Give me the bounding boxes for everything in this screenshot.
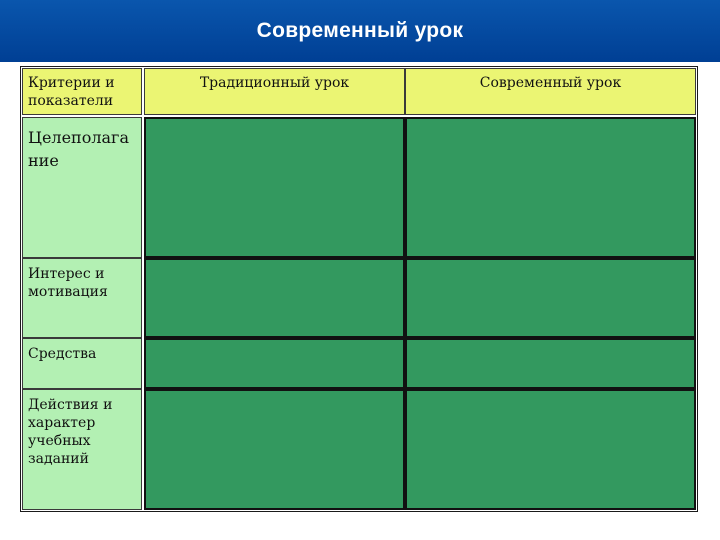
header-modern-label: Современный урок [479,75,622,91]
row-goal-setting-modern [405,117,696,258]
header-traditional-label: Традиционный урок [199,75,350,91]
row-actions-label-cell [22,389,142,510]
slide-title: Современный урок [0,0,720,62]
header-traditional [144,68,405,115]
row-interest-label-cell [22,258,142,338]
row-means-traditional [144,338,405,389]
row-goal-setting-traditional [144,117,405,258]
row-label: Интерес и мотивация [28,266,108,300]
row-interest-traditional [144,258,405,338]
row-means-label-cell [22,338,142,389]
row-goal-setting-label-cell [22,117,142,258]
row-interest-modern [405,258,696,338]
header-modern [405,68,696,115]
header-criteria-label: Критерии и показатели [28,75,115,109]
row-actions-modern [405,389,696,510]
header-criteria [22,68,142,115]
row-label: Действия и характер учебных заданий [28,397,113,467]
row-label: Средства [28,346,97,362]
row-means-modern [405,338,696,389]
row-actions-traditional [144,389,405,510]
row-label: Целеполага ние [28,128,129,170]
